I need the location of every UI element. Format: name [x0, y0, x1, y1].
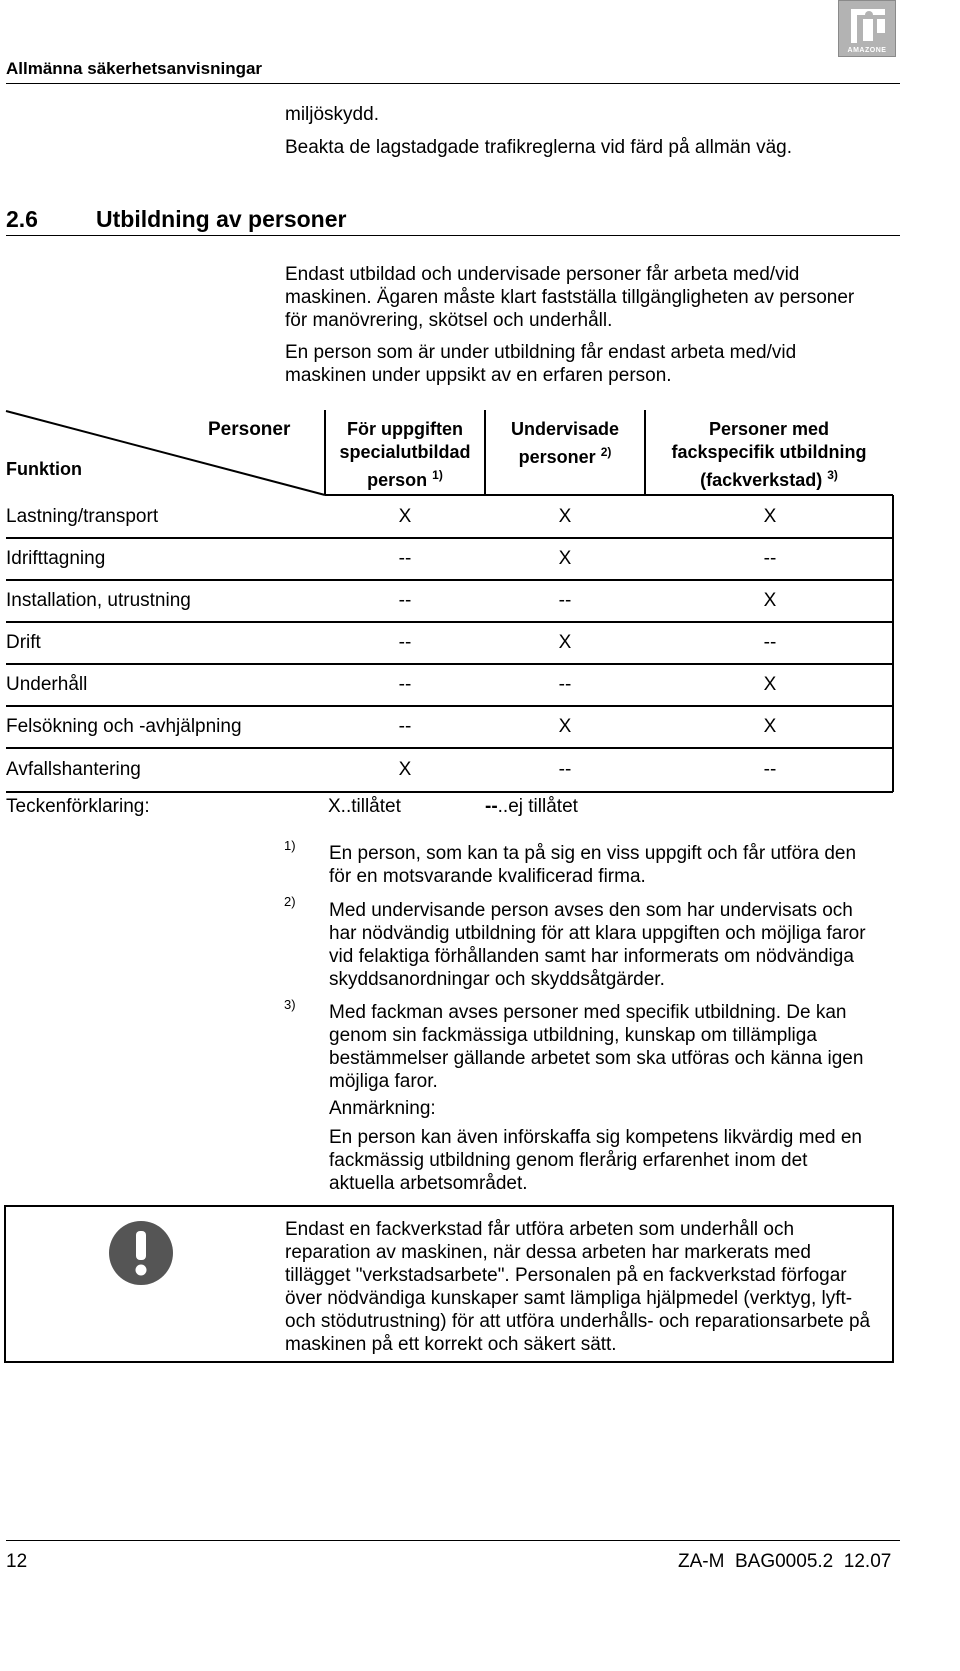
table-corner-funktion: Funktion — [6, 459, 82, 479]
document-code: ZA-M BAG0005.2 12.07 — [678, 1551, 892, 1572]
note-label: Anmärkning: — [329, 1098, 436, 1119]
header-title: Allmänna säkerhetsanvisningar — [6, 59, 263, 78]
legend-allowed: X..tillåtet — [328, 796, 401, 817]
footnote-mark-2: 2) — [284, 894, 296, 909]
footnote-text-1: En person, som kan ta på sig en viss uppgift och får utföra den för en motsvarande kvalificerad firma. — [329, 843, 857, 887]
exclamation-circle-icon — [108, 1220, 174, 1286]
qualification-table-grid — [0, 0, 960, 820]
footer-rule — [6, 1540, 900, 1541]
intro-line-2: Beakta de lagstadgade trafikreglerna vid färd på allmän väg. — [285, 137, 792, 158]
table-header-col2: Undervisade personer $^{2)}$ — [510, 419, 620, 467]
section-title: Utbildning av personer — [96, 206, 347, 232]
legend-denied: --..ej tillåtet — [485, 796, 578, 817]
section-paragraph-1: Endast utbildad och undervisade personer får arbeta med/vid maskinen. Ägaren måste klart fastställa tillgängligheten av personer för manövrering, skötsel och underhåll. — [285, 264, 855, 331]
section-paragraph-2: En person som är under utbildning får endast arbeta med/vid maskinen under uppsikt av en erfaren person. — [285, 342, 797, 386]
intro-line-1: miljöskydd. — [285, 104, 379, 125]
legend-label: Teckenförklaring: — [6, 796, 150, 817]
note-text: En person kan även införskaffa sig kompetens likvärdig med en fackmässig utbildning genom flerårig erfarenhet inom det aktuella arbetsområdet. — [329, 1127, 863, 1194]
logo-text: AMAZONE — [847, 47, 887, 54]
footnote-text-2: Med undervisande person avses den som har undervisats och har nödvändig utbildning för att klara uppgiften och möjliga faror vid felaktiga förhållanden samt har informerats om nödvändiga skyddsanordningar och skyddsåtgärder. — [329, 900, 866, 990]
table-header-col3: Personer med fackspecifik utbildning (fackverkstad) $^{3)}$ — [671, 419, 867, 490]
table-corner-personer: Personer — [208, 419, 291, 440]
table-header-col1: För uppgiften specialutbildad person $^{1)}$ — [339, 419, 471, 490]
footnote-mark-1: 1) — [284, 838, 296, 853]
page-number: 12 — [6, 1551, 28, 1572]
footnote-text-3: Med fackman avses personer med specifik utbildning. De kan genom sin fackmässiga utbildning, kunskap om tillämpliga bestämmelser gällande arbetet som ska utföras och känna igen möjliga faror. — [329, 1002, 864, 1092]
footnote-mark-3: 3) — [284, 997, 296, 1012]
warning-text: Endast en fackverkstad får utföra arbeten som underhåll och reparation av maskinen, när dessa arbeten har markerats med tillägget "verkstadsarbete". Personalen på en fackverkstad förfogar över nödvändiga kunskaper samt lämpliga hjälpmedel (verktyg, lyft- och stödutrustning) för att utföra underhålls- och reparationsarbete på maskinen på ett korrekt och säkert sätt. — [285, 1219, 871, 1355]
section-number: 2.6 — [6, 206, 38, 232]
